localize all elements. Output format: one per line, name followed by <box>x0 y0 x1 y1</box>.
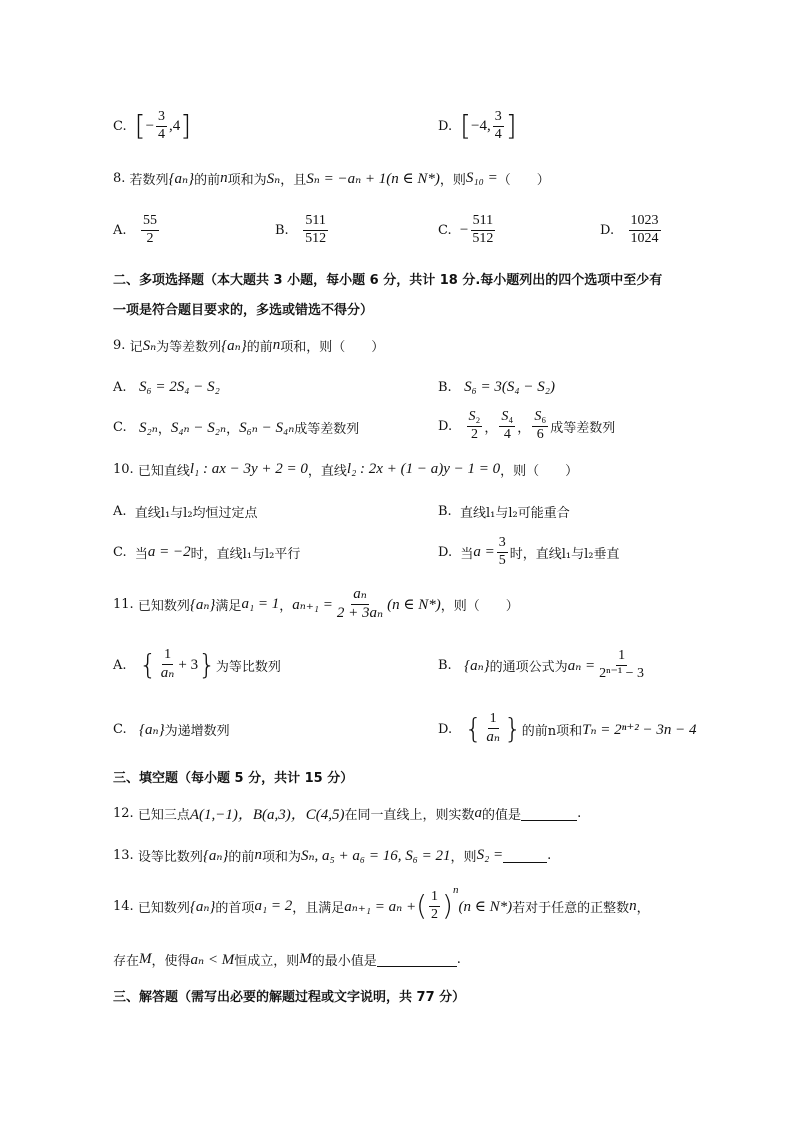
fraction: $\frac{1023}{1024}$ <box>630 212 659 246</box>
option-label: C. <box>113 118 127 134</box>
section-4-heading: 三、解答题（需写出必要的解题过程或文字说明，共 77 分） <box>113 989 466 1005</box>
q11-option-d: D. { $\frac{1}{\text{aₙ}}$ } 的前n项和 Tₙ = 2ⁿ⁺² − 3n − 4 <box>438 711 697 745</box>
question-12: 12. 已知三点 A(1,−1)，B(a,3)，C(4,5) 在同一直线上，则实数 a 的值是 . <box>113 804 582 823</box>
section-2-heading: 二、多项选择题（本大题共 3 小题，每小题 6 分，共计 18 分.每小题列出的四个选项中至少有 <box>113 272 663 288</box>
q9-option-c: C. S₂ₙ ， S₄ₙ − S₂ₙ ， S₆ₙ − S₄ₙ 成等差数列 <box>113 419 360 437</box>
q11-option-c: C. {aₙ} 为递增数列 <box>113 721 230 739</box>
answer-blank[interactable] <box>377 952 457 967</box>
fraction: $\frac{3}{4}$ <box>494 108 502 142</box>
q11-option-a: A. { $\frac{1}{\text{aₙ}}$ + 3 } 为等比数列 <box>113 647 281 681</box>
question-14-cont: 存在 M ，使得 aₙ < M 恒成立，则 M 的最小值是 . <box>113 950 461 969</box>
right-bracket: ] <box>180 109 192 142</box>
fraction: $\frac{55}{2}$ <box>142 212 157 246</box>
question-9-stem: 9. 记 Sₙ 为等差数列 {aₙ} 的前 n 项和，则（ ） <box>113 336 385 355</box>
q8-option-b: B. $\frac{511}{512}$ <box>275 212 327 246</box>
question-13: 13. 设等比数列 {aₙ} 的前 n 项和为 Sₙ, a₅ + a₆ = 16, S₆ = 21 ，则 S₂ = . <box>113 846 552 865</box>
left-bracket: [ <box>134 109 146 142</box>
q9-option-d: D. $\frac{\text{S₂}}{2}$ ， $\frac{\text{S₄}}{4}$ ， $\frac{\text{S₆}}{6}$ 成等差数列 <box>438 408 616 442</box>
fraction: $\frac{3}{4}$ <box>158 108 166 142</box>
q10-option-b: B. 直线l₁与l₂可能重合 <box>438 503 570 521</box>
left-bracket: [ <box>460 109 472 142</box>
right-bracket: ] <box>505 109 517 142</box>
q7-option-c: C. [ − $\frac{3}{4}$ ,4 ] <box>113 108 192 142</box>
answer-blank[interactable] <box>503 848 547 863</box>
q10-option-d: D. 当 a = $\frac{3}{5}$ 时，直线l₁与l₂垂直 <box>438 534 620 568</box>
q8-option-d: D. $\frac{1023}{1024}$ <box>600 212 659 246</box>
answer-blank[interactable] <box>521 806 577 821</box>
section-3-heading: 三、填空题（每小题 5 分，共计 15 分） <box>113 770 354 786</box>
question-8-stem: 8. 若数列 {aₙ} 的前 n 项和为 Sₙ ，且 Sₙ = −aₙ + 1(n ∈ N*) ，则 S₁₀ = （ ） <box>113 169 550 188</box>
q8-option-c: C. − $\frac{511}{512}$ <box>438 212 494 246</box>
q7-option-d: D. [ −4, $\frac{3}{4}$ ] <box>438 108 517 142</box>
question-14: 14. 已知数列 {aₙ} 的首项 a₁ = 2 ，且满足 aₙ₊₁ = aₙ + ( $\frac{1}{2}$ ) $^n$ (n ∈ N*) 若对于任意的正整数 n ， <box>113 884 650 922</box>
question-11-stem: 11. 已知数列 {aₙ} 满足 a₁ = 1 ， aₙ₊₁ = $\frac{\text{aₙ}}{\text{2 + 3aₙ}}$ (n ∈ N*) ，则（ ） <box>113 585 519 621</box>
section-2-heading-cont: 一项是符合题目要求的，多选或错选不得分） <box>113 302 374 318</box>
q9-option-a: A. S₆ = 2S₄ − S₂ <box>113 378 220 395</box>
q10-option-c: C. 当 a = −2 时，直线l₁与l₂平行 <box>113 543 301 562</box>
q10-option-a: A. 直线l₁与l₂均恒过定点 <box>113 503 258 521</box>
fraction: $\frac{511}{512}$ <box>472 212 494 246</box>
q9-option-b: B. S₆ = 3(S₄ − S₂) <box>438 378 555 395</box>
option-label: D. <box>438 118 453 134</box>
fraction: $\frac{511}{512}$ <box>305 212 327 246</box>
question-10-stem: 10. 已知直线 l₁ : ax − 3y + 2 = 0 ，直线 l₂ : 2x + (1 − a)y − 1 = 0 ，则（ ） <box>113 460 579 479</box>
q8-option-a: A. $\frac{55}{2}$ <box>113 212 157 246</box>
q11-option-b: B. {aₙ} 的通项公式为 aₙ = $\frac{1}{\text{2ⁿ⁻¹ − 3}}$ <box>438 647 645 681</box>
